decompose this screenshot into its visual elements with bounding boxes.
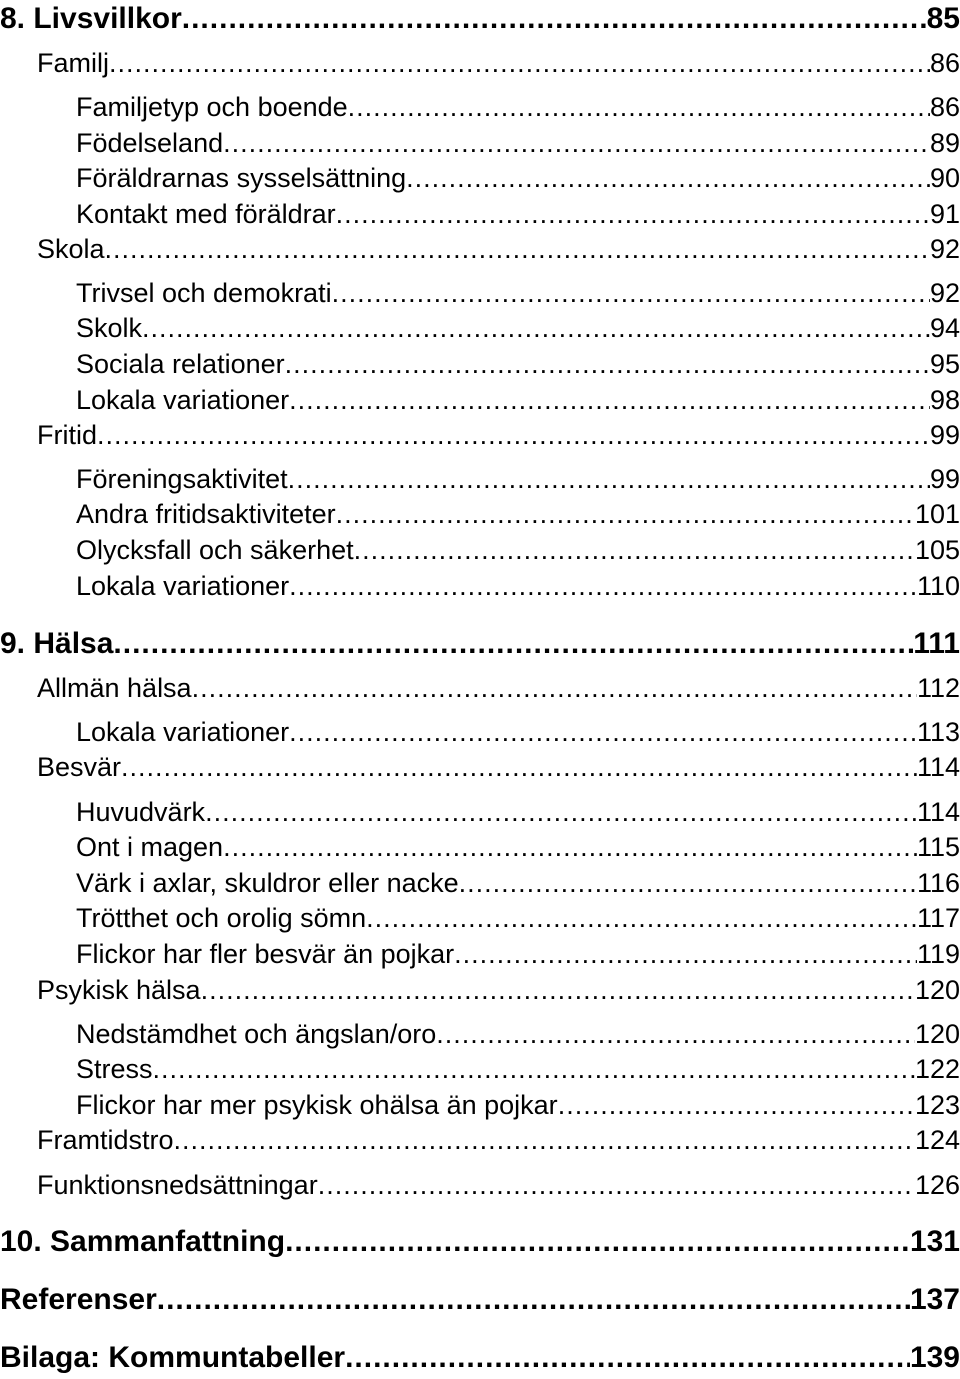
toc-entry-section[interactable] — [37, 673, 960, 704]
toc-entry-subsection[interactable] — [76, 199, 960, 230]
dot-leader — [454, 939, 917, 970]
toc-entry-label: Födelseland — [76, 128, 224, 158]
toc-entry-page: 116 — [916, 868, 960, 898]
toc-entry-chapter[interactable] — [0, 1225, 960, 1259]
toc-entry-section[interactable] — [37, 975, 960, 1006]
dot-leader — [205, 797, 917, 828]
toc-entry-subsection[interactable] — [76, 1054, 960, 1085]
toc-entry-section[interactable] — [37, 1125, 960, 1156]
toc-entry-page: 86 — [929, 48, 960, 78]
toc-entry-subsection[interactable] — [76, 868, 960, 899]
toc-entry-page: 124 — [914, 1125, 960, 1155]
dot-leader — [288, 464, 930, 495]
toc-entry-chapter[interactable] — [0, 627, 960, 661]
toc-entry-subsection[interactable] — [76, 535, 960, 566]
dot-leader — [406, 163, 930, 194]
toc-entry-label: Stress — [76, 1054, 153, 1084]
toc-entry-label: 10. Sammanfattning — [0, 1225, 286, 1258]
toc-entry-label: Familjetyp och boende — [76, 92, 348, 122]
toc-entry-page: 98 — [929, 385, 960, 415]
toc-entry-page: 123 — [914, 1090, 960, 1120]
toc-entry-subsection[interactable] — [76, 571, 960, 602]
toc-entry-label: Olycksfall och säkerhet — [76, 535, 354, 565]
toc-entry-subsection[interactable] — [76, 92, 960, 123]
dot-leader — [289, 717, 917, 748]
toc-entry-subsection[interactable] — [76, 797, 960, 828]
toc-entry-chapter[interactable] — [0, 1283, 960, 1317]
toc-entry-subsection[interactable] — [76, 313, 960, 344]
toc-entry-label: Värk i axlar, skuldror eller nacke — [76, 868, 459, 898]
toc-entry-page: 105 — [914, 535, 960, 565]
toc-entry-label: Referenser — [0, 1283, 157, 1316]
toc-entry-subsection[interactable] — [76, 939, 960, 970]
dot-leader — [336, 199, 930, 230]
toc-entry-label: Skola — [37, 234, 105, 264]
toc-entry-page: 86 — [929, 92, 960, 122]
toc-entry-subsection[interactable] — [76, 349, 960, 380]
toc-entry-page: 131 — [909, 1225, 960, 1258]
toc-entry-subsection[interactable] — [76, 385, 960, 416]
toc-entry-page: 120 — [914, 975, 960, 1005]
dot-leader — [105, 234, 930, 265]
toc-entry-page: 137 — [909, 1283, 960, 1316]
toc-entry-section[interactable] — [37, 234, 960, 265]
dot-leader — [223, 128, 930, 159]
toc-entry-page: 126 — [914, 1170, 960, 1200]
toc-entry-subsection[interactable] — [76, 163, 960, 194]
toc-entry-section[interactable] — [37, 752, 960, 783]
dot-leader — [109, 48, 930, 79]
dot-leader — [142, 313, 930, 344]
toc-entry-section[interactable] — [37, 1170, 960, 1201]
dot-leader — [366, 903, 917, 934]
dot-leader — [348, 92, 930, 123]
dot-leader — [121, 752, 917, 783]
toc-entry-label: Bilaga: Kommuntabeller — [0, 1341, 346, 1374]
toc-entry-label: Föräldrarnas sysselsättning — [76, 163, 407, 193]
toc-entry-label: Fritid — [37, 420, 97, 450]
toc-entry-page: 114 — [916, 797, 960, 827]
toc-entry-page: 89 — [929, 128, 960, 158]
toc-entry-label: Föreningsaktivitet — [76, 464, 288, 494]
dot-leader — [345, 1341, 910, 1375]
toc-entry-section[interactable] — [37, 420, 960, 451]
toc-entry-page: 139 — [909, 1341, 960, 1374]
toc-entry-page: 112 — [916, 673, 960, 703]
dot-leader — [289, 385, 930, 416]
dot-leader — [285, 1225, 910, 1259]
toc-entry-page: 99 — [929, 420, 960, 450]
toc-entry-label: Trivsel och demokrati — [76, 278, 332, 308]
toc-entry-label: Kontakt med föräldrar — [76, 199, 336, 229]
toc-entry-label: Familj — [37, 48, 109, 78]
toc-entry-label: 8. Livsvillkor — [0, 2, 182, 35]
toc-entry-label: Flickor har mer psykisk ohälsa än pojkar — [76, 1090, 558, 1120]
dot-leader — [157, 1283, 910, 1317]
toc-entry-label: Andra fritidsaktiviteter — [76, 499, 336, 529]
toc-entry-page: 92 — [929, 234, 960, 264]
toc-entry-page: 113 — [916, 717, 960, 747]
dot-leader — [558, 1090, 915, 1121]
dot-leader — [459, 868, 917, 899]
toc-entry-label: Funktionsnedsättningar — [37, 1170, 318, 1200]
toc-entry-label: Lokala variationer — [76, 571, 290, 601]
dot-leader — [332, 278, 930, 309]
toc-entry-page: 119 — [916, 939, 960, 969]
dot-leader — [223, 832, 917, 863]
toc-entry-label: Psykisk hälsa — [37, 975, 201, 1005]
toc-entry-label: Lokala variationer — [76, 385, 290, 415]
dot-leader — [192, 673, 917, 704]
toc-entry-label: 9. Hälsa — [0, 627, 114, 660]
dot-leader — [289, 571, 917, 602]
toc-entry-page: 91 — [929, 199, 960, 229]
toc-entry-page: 114 — [916, 752, 960, 782]
toc-entry-subsection[interactable] — [76, 903, 960, 934]
toc-entry-label: Framtidstro — [37, 1125, 174, 1155]
toc-entry-label: Allmän hälsa — [37, 673, 192, 703]
toc-entry-label: Sociala relationer — [76, 349, 285, 379]
toc-entry-subsection[interactable] — [76, 499, 960, 530]
dot-leader — [97, 420, 930, 451]
toc-entry-page: 111 — [913, 627, 960, 660]
toc-entry-section[interactable] — [37, 48, 960, 79]
dot-leader — [182, 2, 927, 36]
toc-entry-subsection[interactable] — [76, 1090, 960, 1121]
toc-entry-page: 110 — [916, 571, 960, 601]
toc-entry-page: 95 — [929, 349, 960, 379]
dot-leader — [113, 627, 913, 661]
dot-leader — [436, 1019, 915, 1050]
dot-leader — [318, 1170, 915, 1201]
toc-entry-label: Flickor har fler besvär än pojkar — [76, 939, 455, 969]
toc-entry-label: Ont i magen — [76, 832, 224, 862]
toc-entry-label: Trötthet och orolig sömn — [76, 903, 367, 933]
toc-entry-label: Huvudvärk — [76, 797, 206, 827]
toc-entry-page: 90 — [929, 163, 960, 193]
toc-entry-page: 115 — [916, 832, 960, 862]
toc-entry-label: Nedstämdhet och ängslan/oro — [76, 1019, 437, 1049]
toc-entry-page: 120 — [914, 1019, 960, 1049]
toc-entry-label: Besvär — [37, 752, 122, 782]
dot-leader — [201, 975, 915, 1006]
toc-entry-page: 92 — [929, 278, 960, 308]
toc-entry-page: 122 — [914, 1054, 960, 1084]
toc-entry-chapter[interactable] — [0, 2, 960, 36]
toc-entry-subsection[interactable] — [76, 278, 960, 309]
toc-entry-page: 117 — [916, 903, 960, 933]
dot-leader — [336, 499, 915, 530]
toc-entry-page: 94 — [929, 313, 960, 343]
toc-entry-page: 101 — [914, 499, 960, 529]
toc-entry-label: Lokala variationer — [76, 717, 290, 747]
dot-leader — [153, 1054, 915, 1085]
toc-entry-subsection[interactable] — [76, 464, 960, 495]
toc-entry-subsection[interactable] — [76, 128, 960, 159]
toc-entry-chapter[interactable] — [0, 1341, 960, 1375]
dot-leader — [285, 349, 930, 380]
dot-leader — [174, 1125, 915, 1156]
toc-entry-label: Skolk — [76, 313, 143, 343]
toc-entry-subsection[interactable] — [76, 832, 960, 863]
toc-entry-subsection[interactable] — [76, 1019, 960, 1050]
dot-leader — [354, 535, 915, 566]
toc-entry-page: 99 — [929, 464, 960, 494]
toc-entry-subsection[interactable] — [76, 717, 960, 748]
toc-entry-page: 85 — [926, 2, 960, 35]
